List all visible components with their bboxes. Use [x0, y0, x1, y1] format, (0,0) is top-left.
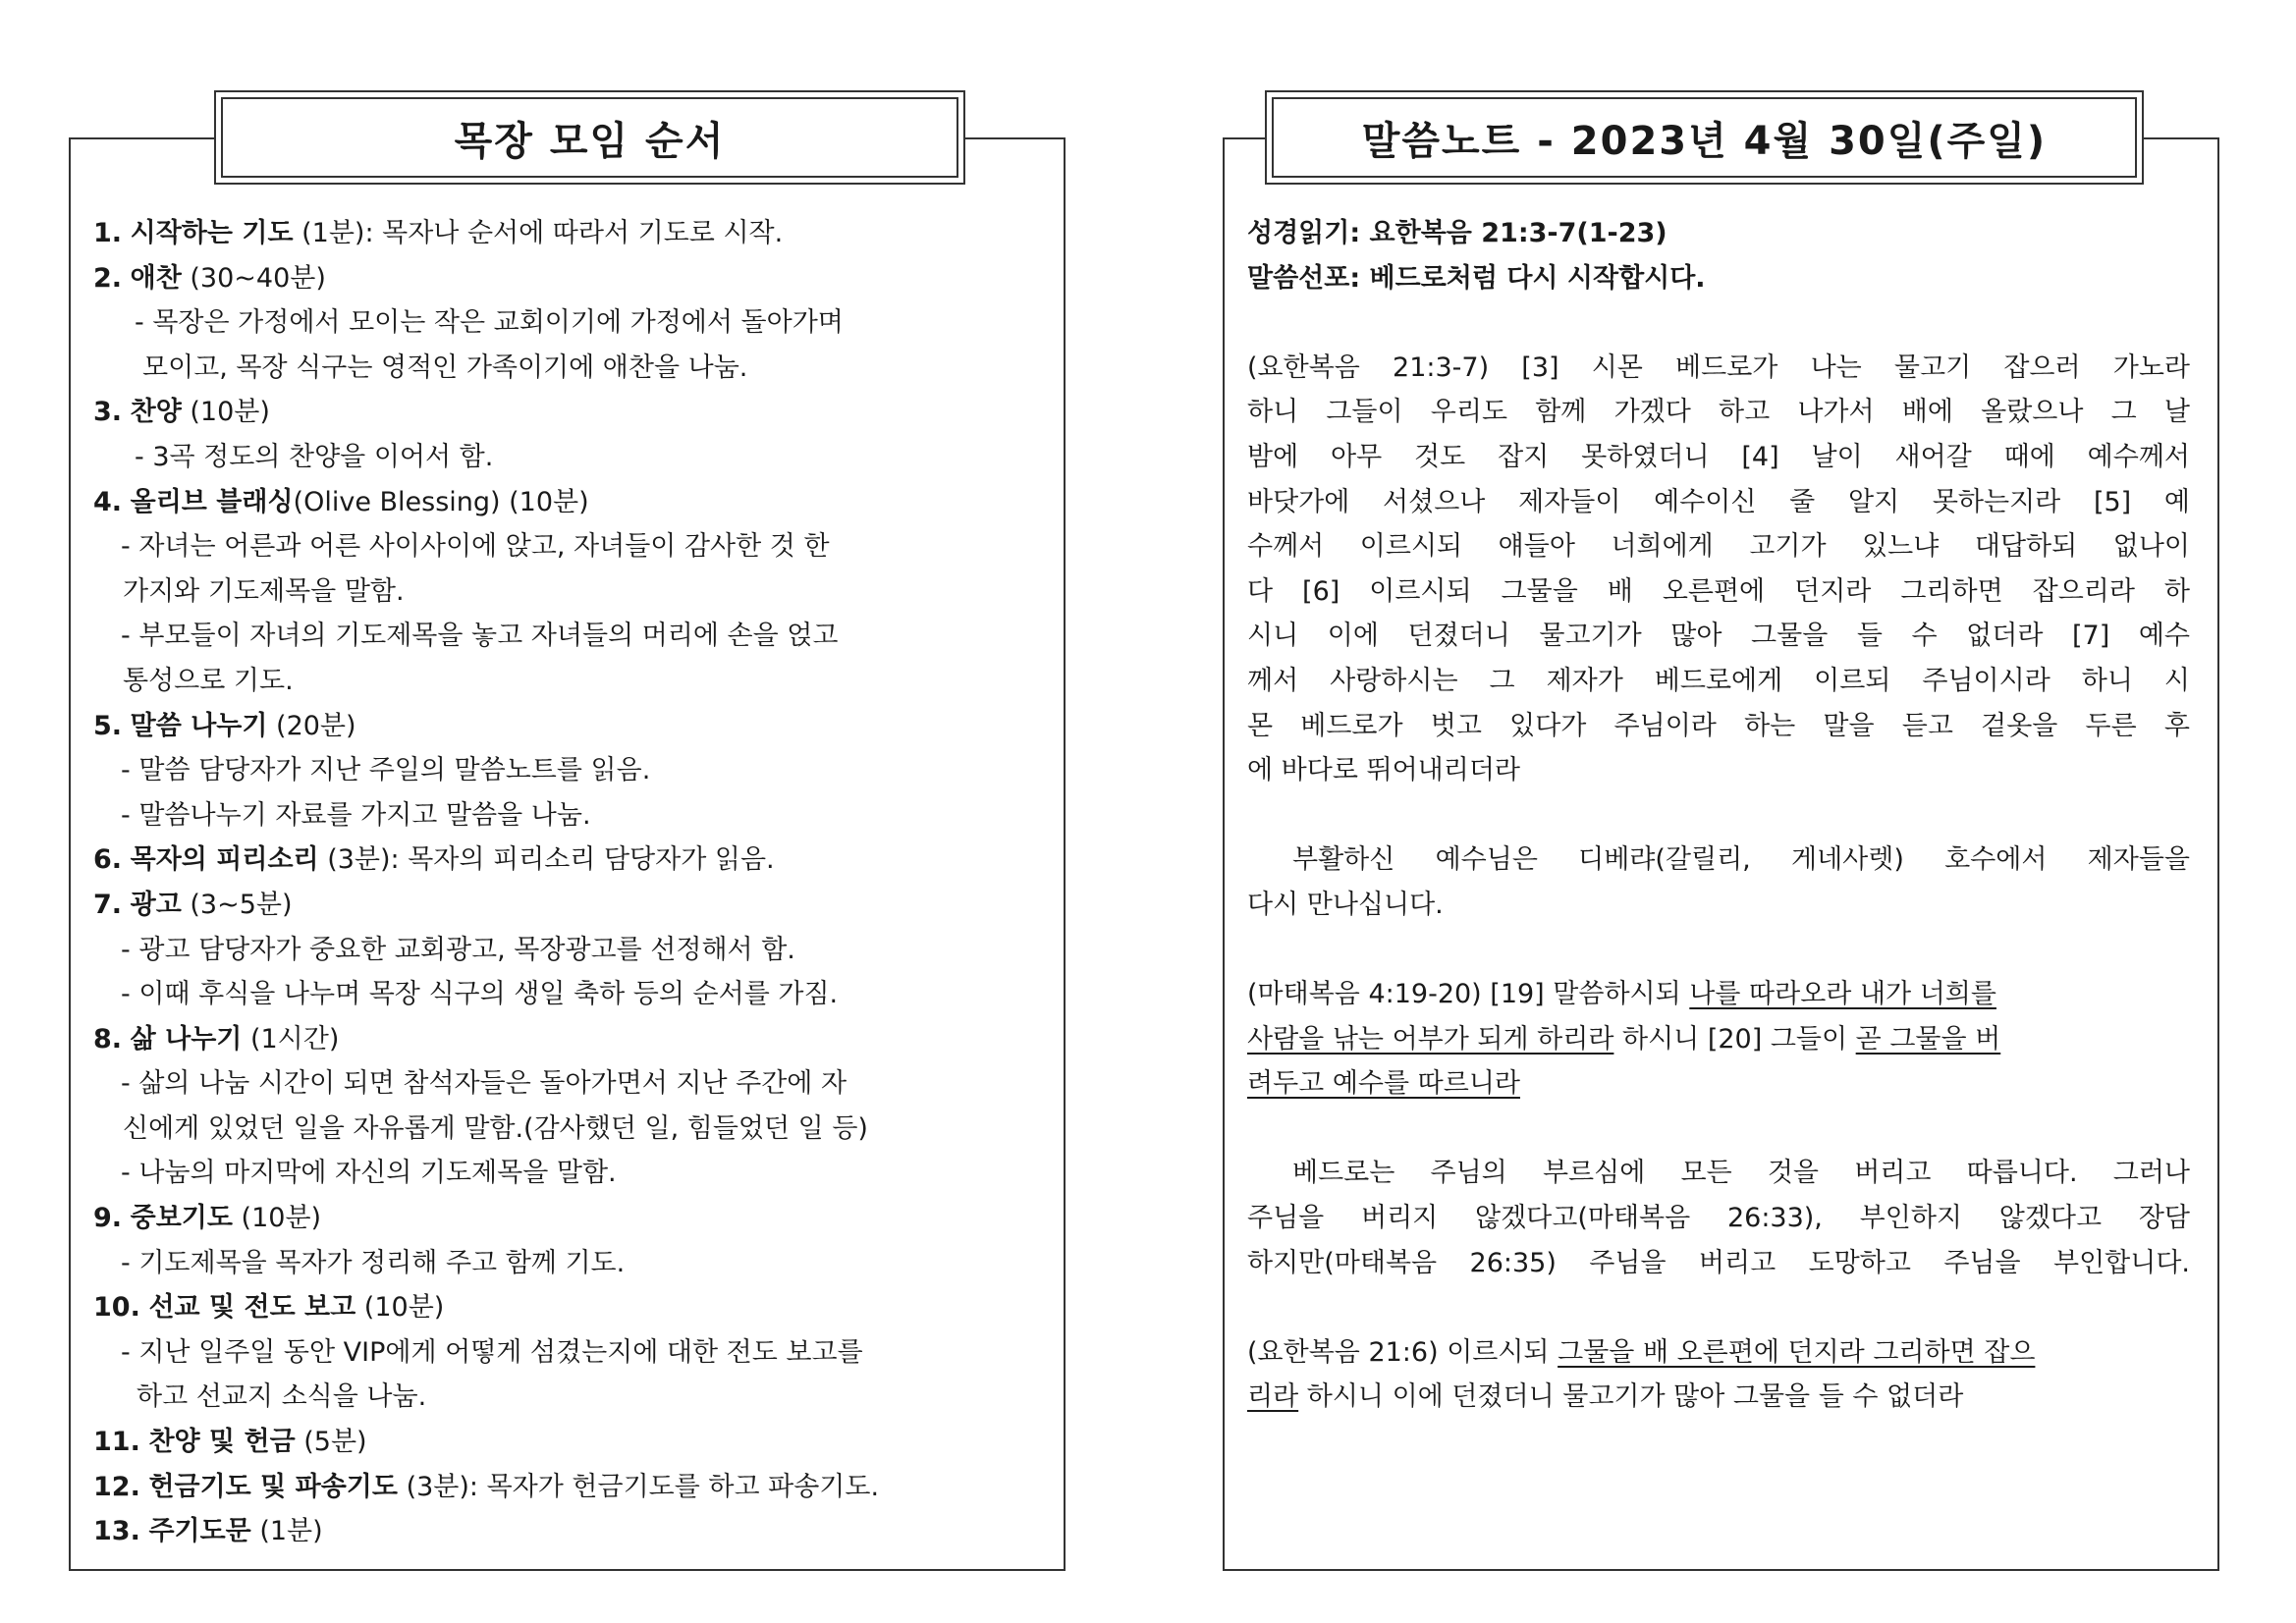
- list-sub-item: 모이고, 목장 식구는 영적인 가족이기에 애찬을 나눔.: [142, 352, 748, 383]
- list-sub-item: 가지와 기도제목을 말함.: [123, 575, 405, 607]
- list-sub-item: - 지난 일주일 동안 VIP에게 어떻게 섬겼는지에 대한 전도 보고를: [121, 1336, 863, 1368]
- list-sub-item: - 나눔의 마지막에 자신의 기도제목을 말함.: [121, 1158, 617, 1189]
- list-sub-item: - 삶의 나눔 시간이 되면 참석자들은 돌아가면서 지난 주간에 자: [121, 1068, 847, 1100]
- paragraph-line: 주님을 버리지 않겠다고(마태복음 26:33), 부인하지 않겠다고 장담: [1247, 1203, 2190, 1234]
- paragraph-line: 부활하신 예수님은 디베랴(갈릴리, 게네사렛) 호수에서 제자들을: [1292, 844, 2190, 876]
- list-item: 5. 말씀 나누기 (20분): [93, 710, 356, 741]
- scripture-line: (요한복음 21:6) 이르시되 그물을 배 오른편에 던지라 그리하면 잡으: [1247, 1336, 2036, 1368]
- scripture-line: 수께서 이르시되 얘들아 너희에게 고기가 있느냐 대답하되 없나이: [1247, 531, 2190, 563]
- list-item: 8. 삶 나누기 (1시간): [93, 1023, 340, 1055]
- paragraph-line: 베드로는 주님의 부르심에 모든 것을 버리고 따릅니다. 그러나: [1292, 1158, 2190, 1189]
- list-item: 4. 올리브 블래싱(Olive Blessing) (10분): [93, 486, 589, 517]
- scripture-line: 다 [6] 이르시되 그물을 배 오른편에 던지라 그리하면 잡으리라 하: [1247, 575, 2190, 607]
- scripture-line: 려두고 예수를 따르니라: [1247, 1068, 1520, 1100]
- list-item: 7. 광고 (3~5분): [93, 889, 293, 920]
- scripture-line: 리라 하시니 이에 던졌더니 물고기가 많아 그물을 들 수 없더라: [1247, 1381, 1964, 1413]
- list-sub-item: - 목장은 가정에서 모이는 작은 교회이기에 가정에서 돌아가며: [135, 307, 844, 339]
- list-item: 2. 애찬 (30~40분): [93, 262, 326, 294]
- list-item: 11. 찬양 및 헌금 (5분): [93, 1427, 367, 1458]
- list-item: 9. 중보기도 (10분): [93, 1203, 322, 1234]
- scripture-line: 께서 사랑하시는 그 제자가 베드로에게 이르되 주님이시라 하니 시: [1247, 665, 2190, 696]
- list-sub-item: - 자녀는 어른과 어른 사이사이에 앉고, 자녀들이 감사한 것 한: [121, 531, 830, 563]
- scripture-line: 사람을 낚는 어부가 되게 하리라 하시니 [20] 그들이 곧 그물을 버: [1247, 1023, 2001, 1055]
- scripture-line: 몬 베드로가 벗고 있다가 주님이라 하는 말을 듣고 겉옷을 두른 후: [1247, 710, 2190, 741]
- paragraph-line: 다시 만나십니다.: [1247, 889, 1444, 920]
- list-sub-item: - 이때 후식을 나누며 목장 식구의 생일 축하 등의 순서를 가짐.: [121, 979, 839, 1010]
- list-sub-item: - 말씀 담당자가 지난 주일의 말씀노트를 읽음.: [121, 755, 651, 786]
- left-title-box: [214, 90, 965, 185]
- list-sub-item: - 부모들이 자녀의 기도제목을 놓고 자녀들의 머리에 손을 얹고: [121, 621, 839, 652]
- list-sub-item: 통성으로 기도.: [123, 665, 294, 696]
- list-item: 12. 헌금기도 및 파송기도 (3분): 목자가 헌금기도를 하고 파송기도.: [93, 1471, 880, 1502]
- meeting-order-list: [93, 211, 1051, 1554]
- list-item: 6. 목자의 피리소리 (3분): 목자의 피리소리 담당자가 읽음.: [93, 844, 775, 876]
- scripture-line: 밤에 아무 것도 잡지 못하였더니 [4] 날이 새어갈 때에 예수께서: [1247, 441, 2190, 472]
- list-sub-item: - 기도제목을 목자가 정리해 주고 함께 기도.: [121, 1247, 626, 1278]
- bible-reading: 성경읽기: 요한복음 21:3-7(1-23): [1247, 218, 1667, 248]
- list-item: 10. 선교 및 전도 보고 (10분): [93, 1292, 445, 1324]
- list-sub-item: 하고 선교지 소식을 나눔.: [137, 1381, 427, 1413]
- right-title-box: [1265, 90, 2144, 185]
- list-sub-item: - 말씀나누기 자료를 가지고 말씀을 나눔.: [121, 799, 591, 831]
- sermon-note: [1247, 211, 2190, 1420]
- list-sub-item: 신에게 있었던 일을 자유롭게 말함.(감사했던 일, 힘들었던 일 등): [123, 1112, 868, 1144]
- list-item: 13. 주기도문 (1분): [93, 1516, 323, 1547]
- scripture-line: 에 바다로 뛰어내리더라: [1247, 755, 1520, 786]
- sermon-title: 말씀선포: 베드로처럼 다시 시작합시다.: [1247, 262, 1706, 294]
- list-item: 1. 시작하는 기도 (1분): 목자나 순서에 따라서 기도로 시작.: [93, 218, 784, 248]
- scripture-line: 하니 그들이 우리도 함께 가겠다 하고 나가서 배에 올랐으나 그 날: [1247, 397, 2190, 428]
- list-sub-item: - 광고 담당자가 중요한 교회광고, 목장광고를 선정해서 함.: [121, 934, 795, 965]
- scripture-line: (마태복음 4:19-20) [19] 말씀하시되 나를 따라오라 내가 너희를: [1247, 979, 1996, 1010]
- scripture-line: (요한복음 21:3-7) [3] 시몬 베드로가 나는 물고기 잡으러 가노라: [1247, 352, 2190, 383]
- scripture-line: 시니 이에 던졌더니 물고기가 많아 그물을 들 수 없더라 [7] 예수: [1247, 621, 2190, 652]
- list-item: 3. 찬양 (10분): [93, 397, 270, 428]
- paragraph-line: 하지만(마태복음 26:35) 주님을 버리고 도망하고 주님을 부인합니다.: [1247, 1247, 2190, 1278]
- left-title: 목장 모임 순서: [221, 97, 958, 178]
- scripture-line: 바닷가에 서셨으나 제자들이 예수이신 줄 알지 못하는지라 [5] 예: [1247, 486, 2190, 517]
- list-sub-item: - 3곡 정도의 찬양을 이어서 함.: [135, 441, 494, 472]
- right-title: 말씀노트 - 2023년 4월 30일(주일): [1272, 97, 2137, 178]
